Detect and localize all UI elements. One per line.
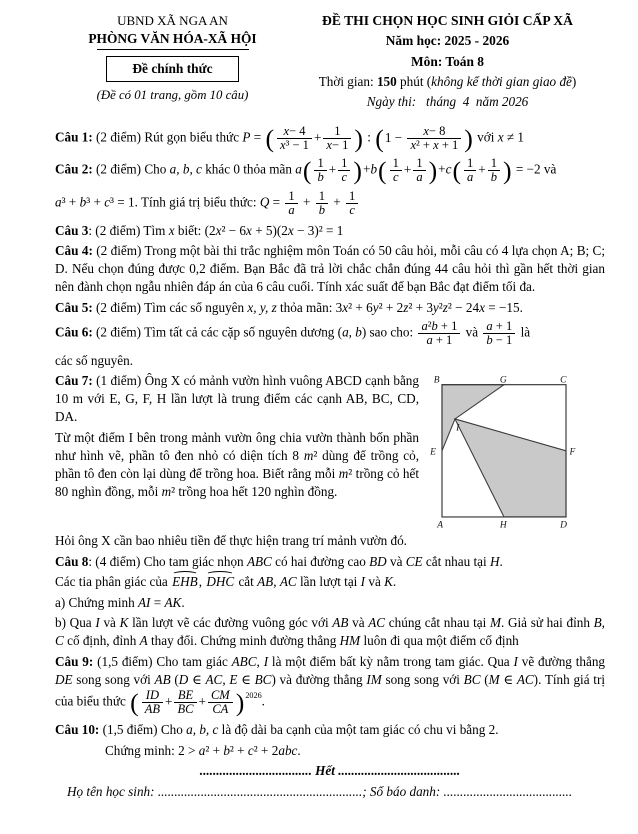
italic-text: BE — [177, 688, 194, 703]
denominator: a + 1 — [418, 333, 460, 347]
numerator: 1 — [334, 123, 341, 138]
italic-text: x — [479, 299, 485, 315]
italic-text: DHC — [206, 574, 235, 590]
italic-text: E — [229, 672, 238, 688]
italic-text: x — [342, 299, 349, 315]
header-right — [290, 12, 605, 111]
paren-group: (1 − $\frac{x- 8}{\text{x² + x + 1}}$ ) — [375, 123, 473, 153]
italic-text: AB — [154, 672, 171, 688]
bold-text: Câu 2: — [55, 161, 93, 177]
fraction — [316, 190, 328, 217]
italic-text: b — [79, 194, 87, 210]
question-2: Câu 2: (2 điểm) Cho a, b, c khác 0 thỏa mãn a( $\frac{1}{b}$ + $\frac{1}{c}$ )+b( $\frac{1}{c}$ + $\frac{1}{a}$ )+c( $\frac{1}{a}$ + $\frac{1}{b}$ ) = −2 và — [55, 155, 557, 185]
page-note: (Đề có 01 trang, gồm 10 câu) — [96, 88, 249, 103]
denominator: x³ − 1 — [277, 138, 312, 152]
duration-line: Thời gian: 150 phút (không kể thời gian giao đề) — [318, 73, 577, 89]
italic-text: ID — [145, 688, 159, 703]
question-8a: a) Chứng minh AI = AK. — [55, 594, 185, 610]
department-name: PHÒNG VĂN HÓA-XÃ HỘI — [55, 30, 290, 50]
fraction — [413, 157, 425, 184]
italic-text: abc — [278, 742, 298, 758]
question-1: Câu 1: (2 điểm) Rút gọn biểu thức P = ( $\frac{x- 4}{\text{x³ − 1}}$ + $\frac{1}{x- 1}$ ) : (1 − $\frac{x- 8}{\text{x² + x + 1}}$ ) với x ≠ 1 — [55, 123, 524, 153]
italic-text: x — [287, 222, 294, 238]
italic-text: x — [283, 123, 290, 138]
italic-text: b — [486, 332, 493, 347]
paren-group: ( $\frac{1}{b}$ + $\frac{1}{c}$ ) — [302, 155, 362, 185]
question-7: Câu 7: (1 điểm) Ông X có mảnh vườn hình vuông ABCD cạnh bằng 10 m với E, G, F, H lần lượt là trung điểm các cạnh AB, BC, CD, DA. — [55, 373, 419, 425]
garden-figure-svg — [429, 374, 579, 530]
italic-text: M — [489, 615, 501, 631]
numerator: 1 — [490, 156, 497, 171]
figure-label-e: E — [430, 447, 436, 458]
figure-label-c: C — [560, 375, 567, 386]
italic-text: b — [317, 170, 324, 185]
denominator — [142, 702, 163, 716]
italic-text: DE — [55, 672, 73, 688]
figure-label-f: F — [569, 447, 576, 458]
angle-hat — [171, 574, 199, 589]
bold-text: Câu 1: — [55, 129, 93, 145]
paren-content: $\frac{1}{c}$ + $\frac{1}{a}$ — [388, 162, 428, 177]
italic-text: a — [198, 742, 206, 758]
question-3: Câu 3: (2 điểm) Tìm x biết: (2x² − 6x + 5)(2x − 3)² = 1 — [55, 222, 344, 238]
figure-label-h: H — [499, 521, 507, 531]
fraction — [277, 125, 312, 152]
italic-text: a — [295, 161, 302, 177]
italic-text: y — [372, 299, 379, 315]
italic-text: b — [370, 161, 378, 177]
italic-text: K — [384, 574, 393, 590]
bold-text: Câu 6: — [55, 324, 93, 340]
exam-title: ĐỀ THI CHỌN HỌC SINH GIỎI CẤP XÃ — [322, 13, 573, 28]
exam-type-box — [106, 56, 238, 82]
bold-text: Câu 8 — [55, 553, 89, 569]
fraction — [142, 689, 163, 716]
italic-text: I — [95, 615, 100, 631]
exam-type-label: Đề chính thức — [132, 60, 213, 76]
question-10: Câu 10: (1,5 điểm) Cho a, b, c là độ dài ba cạnh của một tam giác có chu vi bằng 2. — [55, 722, 499, 738]
italic-text: b — [431, 318, 438, 333]
italic-text: CM — [210, 688, 230, 703]
italic-text: AC — [368, 615, 386, 631]
student-info-line — [55, 783, 605, 801]
numerator: 1 — [349, 188, 356, 203]
denominator — [316, 203, 328, 217]
paren-content: $\frac{x- 4}{\text{x³ − 1}}$ + $\frac{1}{x- 1}$ — [275, 130, 353, 145]
fraction — [464, 157, 476, 184]
numerator: x− 4 — [283, 123, 306, 138]
italic-text: I — [263, 654, 269, 670]
fraction — [418, 320, 460, 347]
italic-text: a — [416, 170, 423, 185]
italic-text: x — [410, 138, 417, 152]
numerator — [208, 689, 233, 702]
question-6: Câu 6: (2 điểm) Tìm tất cả các cặp số nguyên dương (a, b) sao cho: $\frac{\text{a²b + 1}}{a + 1}$ và $\frac{a + 1}{b - 1}$ là — [55, 318, 531, 347]
denominator — [208, 702, 233, 716]
italic-text: a — [55, 194, 62, 210]
fraction — [314, 157, 326, 184]
numerator: 1 — [416, 156, 423, 171]
denominator — [285, 203, 297, 217]
italic-text: BC — [463, 672, 481, 688]
fraction — [346, 190, 358, 217]
italic-text: c — [349, 202, 355, 217]
numerator: 1 — [467, 156, 474, 171]
bold-text: Câu 9: — [55, 654, 94, 670]
italic-text: a — [421, 318, 428, 333]
org-name: UBND XÃ NGA AN — [117, 13, 228, 28]
italic-text: AC — [205, 672, 223, 688]
paren-content: 1 − $\frac{x- 8}{\text{x² + x + 1}}$ — [385, 130, 463, 145]
italic-text: AK — [164, 594, 182, 610]
question-8: Câu 8: (4 điểm) Cho tam giác nhọn ABC có hai đường cao BD và CE cắt nhau tại H. — [55, 553, 503, 569]
italic-text: x — [215, 222, 222, 238]
denominator — [390, 170, 402, 184]
paren-content: $\frac{ID}{AB}$ + $\frac{BE}{BC}$ + $\frac{CM}{CA}$ — [140, 694, 235, 709]
numerator: 1 — [318, 188, 325, 203]
subject-line: Môn: Toán 8 — [411, 53, 484, 69]
italic-text: P — [242, 129, 251, 145]
italic-text: m — [161, 483, 172, 499]
italic-text: a, b, c — [169, 161, 202, 177]
italic-text: b — [318, 202, 325, 217]
italic-text: AB — [257, 574, 274, 590]
italic-text: c — [341, 170, 348, 185]
italic-text: a, b — [342, 324, 362, 340]
italic-text: không kể thời gian giao đề — [431, 73, 572, 89]
bold-text: Câu 3 — [55, 222, 89, 238]
italic-text: BD — [369, 553, 387, 569]
figure-label-i: I — [456, 424, 460, 435]
italic-text: CE — [405, 553, 423, 569]
numerator: 1 — [341, 156, 348, 171]
italic-text: I — [513, 654, 518, 670]
italic-text: a — [288, 202, 295, 217]
numerator — [142, 689, 163, 702]
denominator — [488, 170, 500, 184]
italic-text: ABC — [231, 654, 257, 670]
italic-text: c — [104, 194, 111, 210]
garden-figure — [429, 374, 579, 530]
fraction — [488, 157, 500, 184]
end-marker — [55, 762, 605, 780]
italic-text: x — [423, 123, 429, 138]
italic-text: Q — [259, 194, 270, 210]
italic-text: AI — [137, 594, 151, 610]
italic-text: M — [488, 672, 500, 688]
numerator: 1 — [288, 188, 295, 203]
question-8b: b) Qua I và K lần lượt vẽ các đường vuông góc với AB và AC chúng cắt nhau tại M. Giả sử hai đỉnh B, C cố định, đỉnh A thay đổi. Chứng minh đường thẳng HM luôn đi qua một điểm cố định — [55, 615, 605, 649]
italic-text: B, C — [55, 615, 605, 649]
italic-text: c — [247, 742, 254, 758]
italic-text: AC — [279, 574, 297, 590]
italic-text: b — [223, 742, 230, 758]
figure-label-g: G — [499, 375, 507, 386]
fraction — [174, 689, 196, 716]
question-5: Câu 5: (2 điểm) Tìm các số nguyên x, y, z thỏa mãn: 3x² + 6y² + 2z² + 3y²z² − 24x = −15. — [55, 299, 523, 315]
bold-italic-text: .................................. Hết ..................................... — [199, 763, 461, 779]
figure-label-d: D — [560, 521, 567, 531]
paren-group: ( $\frac{1}{c}$ + $\frac{1}{a}$ ) — [378, 155, 438, 185]
paren-content: $\frac{1}{a}$ + $\frac{1}{b}$ — [462, 162, 502, 177]
italic-text: H — [489, 553, 500, 569]
fraction — [338, 157, 350, 184]
italic-text: x — [246, 222, 252, 238]
denominator — [338, 170, 350, 184]
denominator — [464, 170, 476, 184]
italic-text: ABC — [246, 553, 272, 569]
fraction — [285, 190, 297, 217]
question-4: Câu 4: (2 điểm) Trong một bài thi trắc nghiệm môn Toán có 50 câu hỏi, mỗi câu có 4 lựa chọn A; B; C; D. Nếu chọn đúng được 0,2 điểm. Bạn Bắc đã trả lời chắc chắn đúng 44 câu hỏi thì gần hết thời gian nên đành chọn ngẫu nhiên đáp án của 6 câu cuối. Tính xác suất để bạn Bắc đạt điểm tối đa. — [55, 243, 606, 295]
question-10-cont: Chứng minh: 2 > a² + b² + c² + 2abc. — [105, 742, 301, 758]
fraction — [323, 125, 351, 152]
italic-text: m — [338, 465, 349, 481]
question-8-cont: Các tia phân giác của EHB, DHC cắt AB, AC lần lượt tại I và K. — [55, 574, 397, 590]
shaded-flower-region — [455, 419, 566, 517]
italic-text: BC — [254, 672, 272, 688]
italic-text: BC — [177, 702, 194, 717]
denominator — [174, 702, 196, 716]
italic-text: z — [403, 299, 409, 315]
school-year: Năm học: 2025 - 2026 — [385, 33, 510, 49]
italic-text: I — [360, 574, 366, 590]
numerator: a²b + 1 — [421, 318, 458, 333]
fraction — [208, 689, 233, 716]
italic-text: a, b, c — [186, 722, 219, 738]
paren-group: ( $\frac{x- 4}{\text{x³ − 1}}$ + $\frac{1}{x- 1}$ ) — [265, 123, 363, 153]
denominator — [346, 203, 358, 217]
italic-text: a — [426, 332, 433, 347]
italic-text: AB — [144, 702, 161, 717]
italic-text: m — [303, 447, 314, 463]
bold-text: 150 — [376, 73, 397, 89]
denominator — [413, 170, 425, 184]
angle-hat — [205, 574, 235, 589]
italic-text: Họ tên học sinh: ..............................................................; Số báo danh: ....................................... — [67, 783, 573, 799]
italic-text: c — [392, 170, 399, 185]
question-6-cont: các số nguyên. — [55, 352, 133, 368]
numerator — [174, 689, 196, 702]
bold-text: Câu 4: — [55, 243, 93, 259]
italic-text: a — [486, 318, 493, 333]
header — [55, 12, 605, 111]
fraction — [390, 157, 402, 184]
italic-text: EHB — [172, 574, 198, 590]
numerator: x− 8 — [423, 123, 446, 138]
paren-content: $\frac{1}{b}$ + $\frac{1}{c}$ — [312, 162, 352, 177]
exam-date: Ngày thi: tháng 4 năm 2026 — [366, 93, 529, 109]
italic-text: IM — [366, 672, 382, 688]
header-left — [55, 12, 290, 111]
numerator: 1 — [392, 156, 399, 171]
question-9: Câu 9: (1,5 điểm) Cho tam giác ABC, I là một điểm bất kỳ nằm trong tam giác. Qua I vẽ đường thẳng DE song song với AB (D ∈ AC, E ∈ BC) và đường thẳng IM song song với BC (M ∈ AC). Tính giá trị của biểu thức ( $\frac{ID}{AB}$ + $\frac{BE}{BC}$ + $\frac{CM}{CA}$ )$^{2026}$. — [55, 654, 606, 717]
denominator — [314, 170, 326, 184]
bold-text: Câu 10: — [55, 722, 100, 738]
denominator: x− 1 — [323, 138, 351, 152]
bold-text: Câu 5: — [55, 299, 93, 315]
italic-text: x — [280, 138, 286, 152]
numerator: 1 — [317, 156, 324, 171]
italic-text: c — [445, 161, 452, 177]
italic-text: x, y, z — [247, 299, 277, 315]
bold-text: Câu 7: — [55, 373, 93, 389]
italic-text: b — [490, 170, 497, 185]
numerator: a + 1 — [486, 318, 513, 333]
fraction — [407, 125, 461, 152]
question-7-cont: Từ một điểm I bên trong mảnh vườn ông chia vườn thành bốn phần như hình vẽ, phần tô đen nhỏ có diện tích 8 m² dùng để trồng cỏ, phần tô đen còn lại dùng để trồng hoa. Biết rằng mỗi m² trồng cỏ hết 80 nghìn đồng, mỗi m² trồng hoa hết 120 nghìn đồng. — [55, 429, 419, 499]
italic-text: x — [497, 129, 504, 145]
italic-text: AB — [332, 615, 349, 631]
denominator: x² + x + 1 — [407, 138, 461, 152]
italic-text: HM — [339, 633, 361, 649]
figure-label-b: B — [433, 375, 440, 386]
superscript: 2026 — [245, 690, 262, 700]
italic-text: x — [433, 138, 439, 152]
italic-text: z — [442, 299, 448, 315]
denominator: b − 1 — [483, 333, 515, 347]
document-body — [55, 125, 605, 801]
italic-text: CA — [212, 702, 229, 717]
italic-text: x — [168, 222, 175, 238]
italic-text: K — [119, 615, 129, 631]
paren-group: ( $\frac{1}{a}$ + $\frac{1}{b}$ ) — [452, 155, 512, 185]
question-2-cont: a³ + b³ + c³ = 1. Tính giá trị biểu thức: Q = $\frac{1}{a}$ + $\frac{1}{b}$ + $\frac{1}{c}$ — [55, 190, 605, 217]
question-7-end: Hỏi ông X cần bao nhiêu tiền để thực hiện trang trí mảnh vườn đó. — [55, 533, 407, 549]
italic-text: x — [326, 138, 332, 152]
paren-group: ( $\frac{ID}{AB}$ + $\frac{BE}{BC}$ + $\frac{CM}{CA}$ ) — [130, 687, 245, 717]
italic-text: AC — [516, 672, 534, 688]
italic-text: a — [467, 170, 474, 185]
figure-label-a: A — [437, 521, 444, 531]
italic-text: A — [139, 633, 148, 649]
italic-text: y — [432, 299, 439, 315]
italic-text: D — [178, 672, 189, 688]
fraction — [483, 320, 515, 347]
